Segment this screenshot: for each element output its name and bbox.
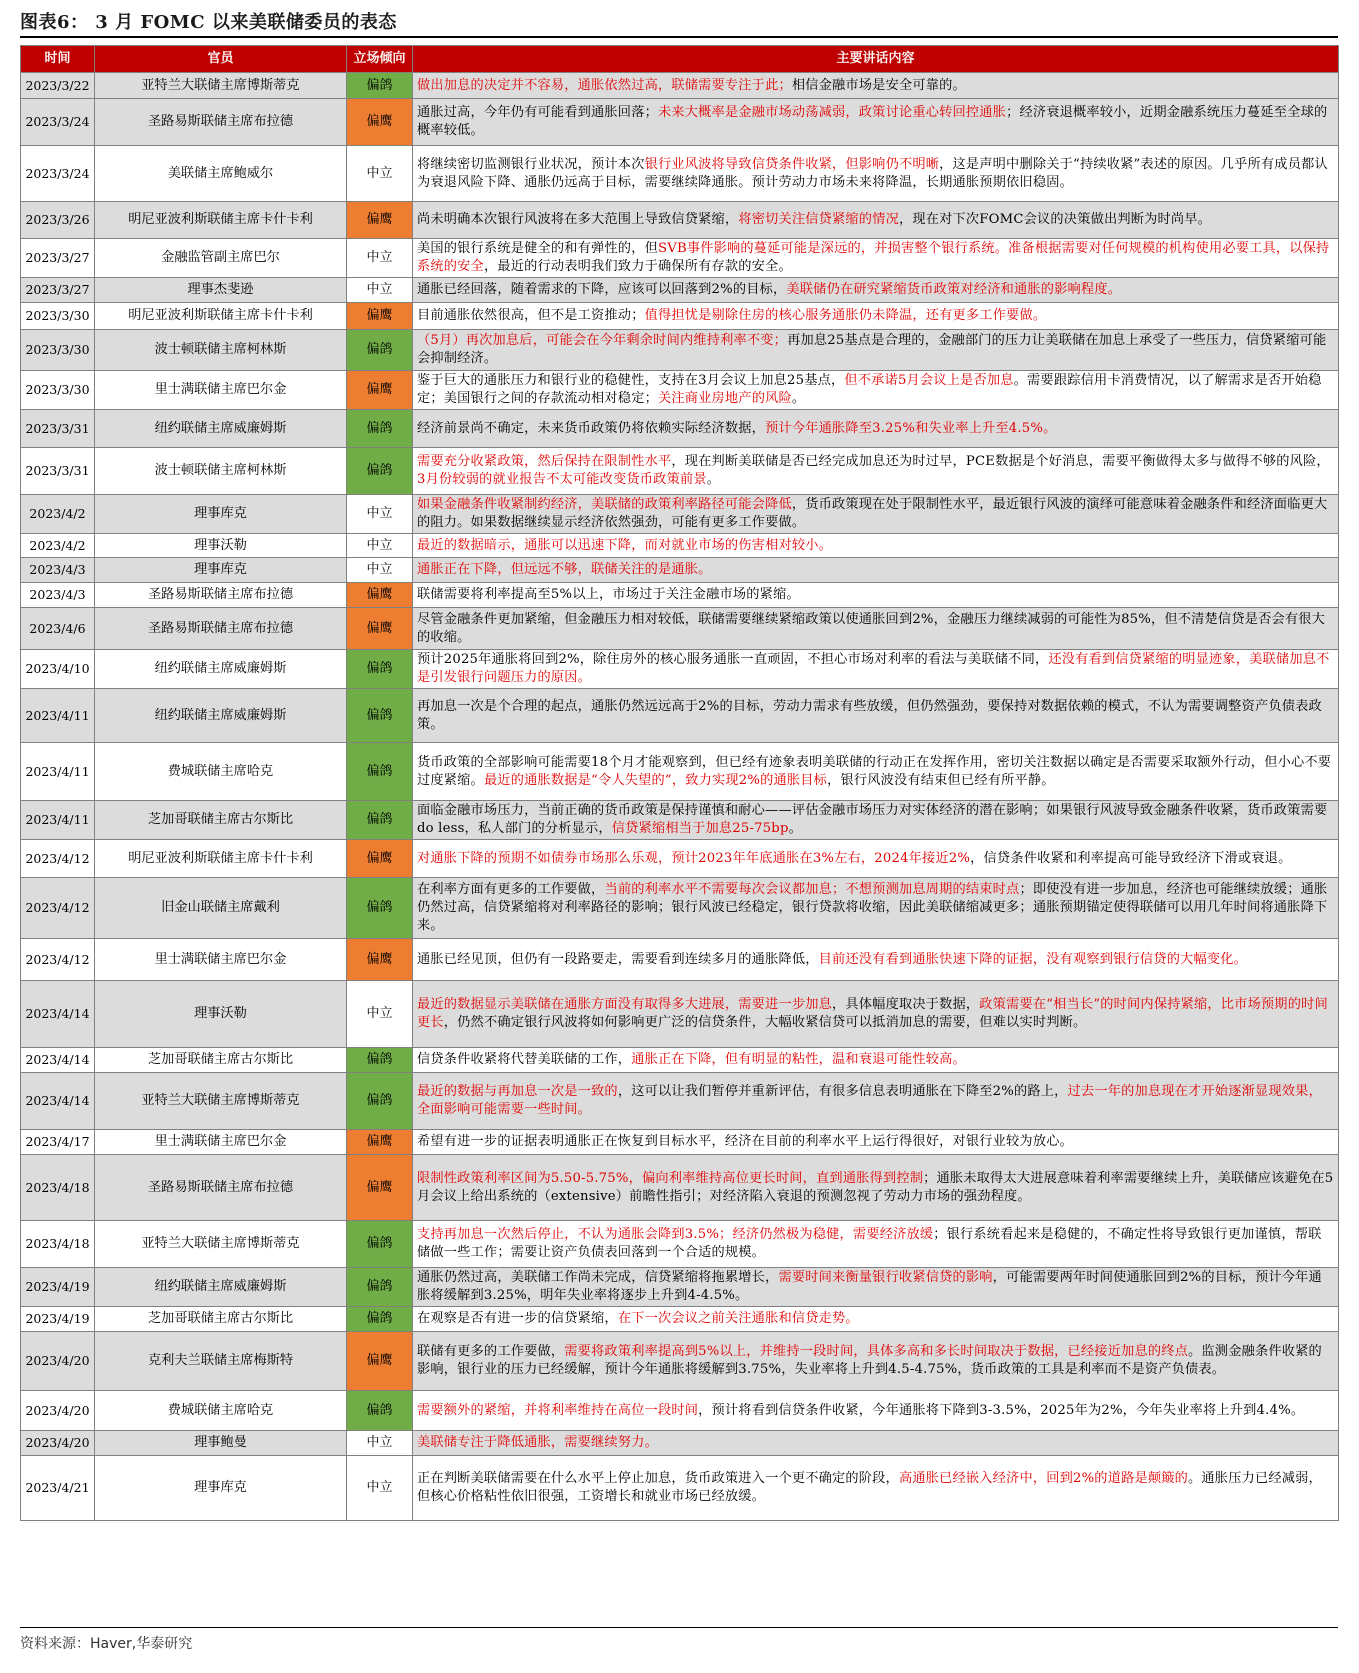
table-row — [21, 1130, 1339, 1155]
header-official: 官员 — [95, 46, 347, 73]
body-text: 再加息一次是个合理的起点，通胀仍然远远高于2%的目标，劳动力需求有些放缓，但仍然强劲，要保持对数据依赖的模式，不认为需要调整资产负债表政策。 — [417, 698, 1322, 732]
table-row — [21, 278, 1339, 303]
body-text: 。需要跟踪信用卡消费情况，以了解需求是否开始稳定；美国银行之间的存款流动相对稳定； — [417, 373, 1322, 406]
cell-date: 2023/4/17 — [21, 1130, 95, 1155]
stance-badge: 偏鹰 — [347, 608, 413, 650]
table-row — [21, 1048, 1339, 1073]
cell-date: 2023/3/27 — [21, 278, 95, 303]
body-text: 正在判断美联储需要在什么水平上停止加息，货币政策进入一个更不确定的阶段， — [417, 1471, 899, 1486]
table-row — [21, 650, 1339, 689]
cell-official: 理事杰斐逊 — [95, 278, 347, 303]
table-row — [21, 410, 1339, 448]
highlight-text: 最近的数据暗示，通胀可以迅速下降，而对就业市场的伤害相对较小。 — [417, 537, 833, 553]
cell-date: 2023/4/2 — [21, 495, 95, 534]
figure-title: 图表6： 3 月 FOMC 以来美联储委员的表态 — [20, 12, 397, 33]
stance-badge: 偏鸽 — [347, 878, 413, 939]
body-text: 尽管金融条件更加紧缩，但金融压力相对较低，联储需要继续紧缩政策以使通胀回到2%，金融压力继续减弱的可能性为85%，但不清楚信贷是否会有很大的收缩。 — [417, 611, 1326, 645]
cell-date: 2023/4/21 — [21, 1456, 95, 1521]
body-text: 通胀已经回落，随着需求的下降，应该可以回落到2%的目标， — [417, 282, 787, 297]
table-row — [21, 448, 1339, 495]
table-row — [21, 534, 1339, 558]
cell-official: 金融监管副主席巴尔 — [95, 239, 347, 278]
body-text: 再加息25基点是合理的，金融部门的压力让美联储在加息上承受了一些压力，信贷紧缩可能会抑制经济。 — [417, 333, 1327, 366]
table-row — [21, 1155, 1339, 1221]
cell-content — [413, 1332, 1339, 1391]
table-row — [21, 1431, 1339, 1456]
cell-official: 圣路易斯联储主席布拉德 — [95, 583, 347, 608]
header-stance: 立场倾向 — [347, 46, 413, 73]
body-text: 鉴于巨大的通胀压力和银行业的稳健性，支持在3月会议上加息25基点， — [417, 373, 845, 388]
cell-official: 理事库克 — [95, 495, 347, 534]
highlight-text: （5月）再次加息后，可能会在今年剩余时间内维持利率不变； — [417, 333, 788, 348]
cell-date: 2023/4/12 — [21, 840, 95, 878]
stance-badge: 偏鸽 — [347, 1048, 413, 1073]
cell-content — [413, 1391, 1339, 1431]
table-row — [21, 202, 1339, 239]
table-row — [21, 239, 1339, 278]
highlight-text: 通胀正在下降，但有明显的粘性，温和衰退可能性较高。 — [631, 1052, 966, 1067]
body-text: 希望有进一步的证据表明通胀正在恢复到目标水平，经济在目前的利率水平上运行得很好，对银行业较为放心。 — [417, 1134, 1073, 1149]
body-text: ，最近的行动表明我们致力于确保所有存款的安全。 — [483, 259, 792, 274]
stance-badge: 偏鹰 — [347, 1155, 413, 1221]
cell-content — [413, 239, 1339, 278]
cell-official: 克利夫兰联储主席梅斯特 — [95, 1332, 347, 1391]
cell-official: 圣路易斯联储主席布拉德 — [95, 608, 347, 650]
cell-content — [413, 939, 1339, 981]
cell-content — [413, 1431, 1339, 1456]
cell-date: 2023/4/11 — [21, 801, 95, 840]
table-row — [21, 371, 1339, 410]
cell-official: 里士满联储主席巴尔金 — [95, 1130, 347, 1155]
highlight-text: 当前的利率水平不需要每次会议都加息；不想预测加息周期的结束时点 — [604, 882, 1020, 897]
cell-date: 2023/4/18 — [21, 1221, 95, 1268]
header-content: 主要讲话内容 — [413, 46, 1339, 73]
body-text: ，货币政策现在处于限制性水平，最近银行风波的演绎可能意味着金融条件和经济面临更大的阻力。如果数据继续显示经济依然强劲，可能有更多工作要做。 — [417, 497, 1328, 530]
cell-official: 理事库克 — [95, 558, 347, 583]
stance-badge: 中立 — [347, 981, 413, 1048]
highlight-text: 支持再加息一次然后停止，不认为通胀会降到3.5%；经济仍然极为稳健，需要经济放缓 — [417, 1227, 934, 1242]
stance-badge: 中立 — [347, 146, 413, 202]
table-row — [21, 801, 1339, 840]
body-text: 将继续密切监测银行业状况，预计本次 — [417, 156, 645, 172]
body-text: ，信贷条件收紧和利率提高可能导致经济下滑或衰退。 — [970, 850, 1292, 866]
body-text: ；银行系统看起来是稳健的，不确定性将导致银行更加谨慎，帮联储做一些工作；需要让资产负债表回落到一个合适的规模。 — [417, 1227, 1322, 1260]
cell-date: 2023/4/12 — [21, 939, 95, 981]
table-row — [21, 495, 1339, 534]
table-row — [21, 1268, 1339, 1307]
cell-content — [413, 410, 1339, 448]
cell-official: 明尼亚波利斯联储主席卡什卡利 — [95, 202, 347, 239]
cell-content — [413, 801, 1339, 840]
table-row — [21, 1332, 1339, 1391]
stance-badge: 中立 — [347, 278, 413, 303]
table-row — [21, 1391, 1339, 1431]
body-text: 尚未明确本次银行风波将在多大范围上导致信贷紧缩， — [417, 212, 739, 227]
stance-badge: 偏鸽 — [347, 330, 413, 371]
highlight-text: 最近的通胀数据是“令人失望的”，致力实现2%的通胀目标 — [483, 772, 828, 788]
table-row — [21, 1221, 1339, 1268]
cell-official: 芝加哥联储主席古尔斯比 — [95, 1307, 347, 1332]
cell-date: 2023/4/10 — [21, 650, 95, 689]
table-row — [21, 1307, 1339, 1332]
stance-badge: 偏鹰 — [347, 371, 413, 410]
table-row — [21, 689, 1339, 743]
stance-badge: 偏鸽 — [347, 801, 413, 840]
highlight-text: 最近的数据与再加息一次是一致的 — [417, 1084, 618, 1099]
cell-official: 芝加哥联储主席古尔斯比 — [95, 1048, 347, 1073]
body-text: ；即使没有进一步加息，经济也可能继续放缓；通胀仍然过高，信贷紧缩将对利率路径的影响；银行风波已经稳定，银行贷款将收缩，因此美联储缩减更多；通胀预期锚定使得联储可以用几年时间将通胀降下来。 — [417, 882, 1328, 933]
body-text: ，仍然不确定银行风波将如何影响更广泛的信贷条件，大幅收紧信贷可以抵消加息的需要，但难以实时判断。 — [443, 1015, 1087, 1030]
cell-content — [413, 448, 1339, 495]
cell-date: 2023/4/20 — [21, 1431, 95, 1456]
body-text: 经济前景尚不确定，未来货币政策仍将依赖实际经济数据， — [417, 420, 766, 436]
stance-badge: 偏鸽 — [347, 410, 413, 448]
cell-date: 2023/4/20 — [21, 1332, 95, 1391]
highlight-text: 限制性政策利率区间为5.50-5.75%，偏向利率维持高位更长时间，直到通胀得到控制 — [417, 1170, 924, 1186]
body-text: ，现在对下次FOMC会议的决策做出判断为时尚早。 — [898, 212, 1212, 227]
table-row — [21, 878, 1339, 939]
cell-official: 芝加哥联储主席古尔斯比 — [95, 801, 347, 840]
body-text: 联储需要将利率提高至5%以上，市场过于关注金融市场的紧缩。 — [417, 587, 800, 602]
cell-content — [413, 278, 1339, 303]
cell-date: 2023/4/18 — [21, 1155, 95, 1221]
stance-badge: 偏鹰 — [347, 840, 413, 878]
cell-official: 纽约联储主席威廉姆斯 — [95, 689, 347, 743]
highlight-text: 高通胀已经嵌入经济中，回到2%的道路是颠簸的 — [898, 1471, 1189, 1486]
body-text: 在利率方面有更多的工作要做， — [417, 882, 605, 897]
table-body — [21, 73, 1339, 1521]
table-row — [21, 558, 1339, 583]
source-note: 资料来源：Haver,华泰研究 — [20, 1636, 193, 1652]
highlight-text: 需要充分收紧政策，然后保持在限制性水平 — [417, 454, 672, 469]
cell-date: 2023/4/14 — [21, 1073, 95, 1130]
cell-date: 2023/3/24 — [21, 146, 95, 202]
cell-content — [413, 1307, 1339, 1332]
cell-date: 2023/3/30 — [21, 371, 95, 410]
stance-badge: 中立 — [347, 1456, 413, 1521]
cell-date: 2023/4/11 — [21, 689, 95, 743]
bottom-rule — [20, 1627, 1338, 1628]
body-text: ；经济衰退概率较小，近期金融系统压力蔓延至全球的概率较低。 — [417, 105, 1328, 138]
body-text: 通胀已经见顶，但仍有一段路要走，需要看到连续多月的通胀降低， — [417, 951, 819, 967]
highlight-text: 需要将政策利率提高到5%以上，并维持一段时间，具体多高和多长时间取决于数据，已经接近加息的终点 — [564, 1344, 1189, 1359]
cell-content — [413, 534, 1339, 558]
highlight-text: 美联储仍在研究紧缩货币政策对经济和通胀的影响程度。 — [786, 282, 1122, 297]
body-text: 。 — [788, 821, 802, 836]
cell-official: 里士满联储主席巴尔金 — [95, 371, 347, 410]
stance-badge: 偏鹰 — [347, 939, 413, 981]
body-text: 。 — [791, 391, 806, 406]
cell-content — [413, 608, 1339, 650]
cell-content — [413, 981, 1339, 1048]
stance-badge: 偏鹰 — [347, 1130, 413, 1155]
cell-date: 2023/3/27 — [21, 239, 95, 278]
cell-official: 纽约联储主席威廉姆斯 — [95, 650, 347, 689]
cell-official: 理事沃勒 — [95, 981, 347, 1048]
cell-date: 2023/3/22 — [21, 73, 95, 99]
cell-content — [413, 99, 1339, 146]
highlight-text: 对通胀下降的预期不如债券市场那么乐观，预计2023年年底通胀在3%左右，2024年接近2% — [417, 850, 971, 866]
highlight-text: 政策需要在“相当长”的时间内保持紧缩，比市场预期的时间更长 — [417, 997, 1328, 1030]
cell-official: 理事沃勒 — [95, 534, 347, 558]
cell-official: 纽约联储主席威廉姆斯 — [95, 410, 347, 448]
table-row — [21, 583, 1339, 608]
highlight-text: 在下一次会议之前关注通胀和信贷走势。 — [617, 1311, 859, 1326]
table-row — [21, 939, 1339, 981]
cell-content — [413, 1221, 1339, 1268]
cell-date: 2023/4/14 — [21, 981, 95, 1048]
body-text: ，这可以让我们暂停并重新评估，有很多信息表明通胀在下降至2%的路上， — [617, 1084, 1068, 1099]
table-row — [21, 73, 1339, 99]
cell-date: 2023/3/31 — [21, 410, 95, 448]
body-text: ，这是声明中删除关于“持续收紧”表述的原因。几乎所有成员都认为衰退风险下降、通胀仍远高于目标，需要继续降通胀。预计劳动力市场未来将降温，长期通胀预期依旧稳固。 — [417, 156, 1328, 190]
body-text: ，现在判断美联储是否已经完成加息还为时过早，PCE数据是个好消息，需要平衡做得太多与做得不够的风险， — [671, 454, 1330, 469]
body-text: 在观察是否有进一步的信贷紧缩， — [417, 1311, 618, 1326]
cell-official: 费城联储主席哈克 — [95, 1391, 347, 1431]
cell-official: 明尼亚波利斯联储主席卡什卡利 — [95, 840, 347, 878]
cell-official: 波士顿联储主席柯林斯 — [95, 330, 347, 371]
cell-official: 费城联储主席哈克 — [95, 743, 347, 801]
table-row — [21, 99, 1339, 146]
highlight-text: 关注商业房地产的风险 — [657, 391, 792, 406]
stance-badge: 中立 — [347, 495, 413, 534]
highlight-text: 如果金融条件收紧制约经济，美联储的政策利率路径可能会降低 — [417, 497, 792, 512]
stance-badge: 中立 — [347, 1431, 413, 1456]
cell-official: 里士满联储主席巴尔金 — [95, 939, 347, 981]
cell-content — [413, 878, 1339, 939]
cell-content — [413, 1048, 1339, 1073]
cell-official: 圣路易斯联储主席布拉德 — [95, 1155, 347, 1221]
body-text: ，具体幅度取决于数据， — [832, 997, 980, 1012]
body-text: 信贷条件收紧将代替美联储的工作， — [417, 1052, 632, 1067]
stance-badge: 中立 — [347, 534, 413, 558]
body-text: 预计2025年通胀将回到2%，除住房外的核心服务通胀一直顽固，不担心市场对利率的看法与美联储不同， — [417, 652, 1049, 667]
cell-official: 明尼亚波利斯联储主席卡什卡利 — [95, 303, 347, 330]
cell-official: 理事库克 — [95, 1456, 347, 1521]
cell-date: 2023/4/14 — [21, 1048, 95, 1073]
cell-content — [413, 1456, 1339, 1521]
body-text: ，预计将看到信贷条件收紧，今年通胀将下降到3-3.5%，2025年为2%，今年失业率将上升到4.4%。 — [698, 1402, 1305, 1418]
cell-content — [413, 73, 1339, 99]
highlight-text: 需要额外的紧缩，并将利率维持在高位一段时间 — [417, 1402, 699, 1418]
body-text: 相信金融市场是安全可靠的。 — [791, 77, 966, 93]
body-text: ，可能需要两年时间使通胀回到2%的目标，预计今年通胀将缓解到3.25%，明年失业率将逐步上升到4-4.5%。 — [417, 1270, 1322, 1303]
stance-badge: 偏鸽 — [347, 1307, 413, 1332]
cell-date: 2023/4/19 — [21, 1307, 95, 1332]
cell-official: 波士顿联储主席柯林斯 — [95, 448, 347, 495]
stance-badge: 中立 — [347, 558, 413, 583]
stance-badge: 偏鹰 — [347, 303, 413, 330]
cell-date: 2023/3/24 — [21, 99, 95, 146]
stance-badge: 偏鹰 — [347, 99, 413, 146]
cell-content — [413, 689, 1339, 743]
body-text: 美国的银行系统是健全的和有弹性的，但 — [417, 241, 658, 256]
table-row — [21, 1073, 1339, 1130]
highlight-text: 值得担忧是剔除住房的核心服务通胀仍未降温，还有更多工作要做。 — [644, 308, 1047, 323]
body-text: 通胀仍然过高，美联储工作尚未完成，信贷紧缩将拖累增长， — [417, 1270, 779, 1285]
cell-date: 2023/4/3 — [21, 558, 95, 583]
highlight-text: 美联储专注于降低通胀，需要继续努力。 — [417, 1435, 658, 1450]
header-row — [21, 46, 1339, 73]
cell-official: 理事鲍曼 — [95, 1431, 347, 1456]
cell-official: 旧金山联储主席戴利 — [95, 878, 347, 939]
stance-badge: 偏鸽 — [347, 1073, 413, 1130]
cell-content — [413, 650, 1339, 689]
cell-official: 亚特兰大联储主席博斯蒂克 — [95, 1073, 347, 1130]
table-row — [21, 981, 1339, 1048]
table-row — [21, 743, 1339, 801]
highlight-text: 还没有看到信贷紧缩的明显迹象，美联储加息不是引发银行问题压力的原因。 — [417, 652, 1330, 685]
body-text: 面临金融市场压力，当前正确的货币政策是保持谨慎和耐心——评估金融市场压力对实体经济的潜在影响；如果银行风波导致金融条件收紧，货币政策需要do less，私人部门的分析显示， — [417, 803, 1328, 836]
cell-official: 亚特兰大联储主席博斯蒂克 — [95, 1221, 347, 1268]
cell-content — [413, 840, 1339, 878]
stance-badge: 偏鸽 — [347, 73, 413, 99]
cell-date: 2023/4/6 — [21, 608, 95, 650]
cell-date: 2023/4/11 — [21, 743, 95, 801]
highlight-text: 过去一年的加息现在才开始逐渐显现效果，全面影响可能需要一些时间。 — [417, 1084, 1322, 1117]
body-text: 联储有更多的工作要做， — [417, 1344, 565, 1359]
stance-badge: 偏鹰 — [347, 1332, 413, 1391]
cell-date: 2023/3/30 — [21, 330, 95, 371]
cell-official: 美联储主席鲍威尔 — [95, 146, 347, 202]
table-row — [21, 608, 1339, 650]
stance-badge: 偏鸽 — [347, 1391, 413, 1431]
highlight-text: 将密切关注信贷紧缩的情况 — [738, 212, 899, 227]
cell-content — [413, 583, 1339, 608]
stance-badge: 中立 — [347, 239, 413, 278]
cell-date: 2023/4/12 — [21, 878, 95, 939]
highlight-text: 目前还没有看到通胀快速下降的证据，没有观察到银行信贷的大幅变化。 — [818, 951, 1248, 967]
cell-content — [413, 202, 1339, 239]
cell-official: 纽约联储主席威廉姆斯 — [95, 1268, 347, 1307]
cell-date: 2023/4/20 — [21, 1391, 95, 1431]
stance-badge: 偏鹰 — [347, 583, 413, 608]
header-date: 时间 — [21, 46, 95, 73]
cell-date: 2023/3/30 — [21, 303, 95, 330]
table-row — [21, 840, 1339, 878]
table-row — [21, 330, 1339, 371]
cell-content — [413, 1130, 1339, 1155]
body-text: ；通胀未取得太大进展意味着利率需要继续上升，美联储应该避免在5月会议上给出系统的（extensive）前瞻性指引；对经济陷入衰退的预测忽视了劳动力市场的强劲程度。 — [417, 1170, 1334, 1204]
highlight-text: 通胀正在下降，但远远不够，联储关注的是通胀。 — [417, 562, 712, 577]
table-row — [21, 1456, 1339, 1521]
highlight-text: 未来大概率是金融市场动荡减弱，政策讨论重心转回控通胀 — [657, 105, 1007, 120]
statements-table — [20, 45, 1339, 1521]
cell-content — [413, 371, 1339, 410]
cell-content — [413, 330, 1339, 371]
body-text: 。监测金融条件收紧的影响，银行业的压力已经缓解，预计今年通胀将缓解到3.75%，失业率将上升到4.5-4.75%，货币政策的工具是利率而不是资产负债表。 — [417, 1344, 1322, 1377]
cell-content — [413, 1073, 1339, 1130]
highlight-text: SVB事件影响的蔓延可能是深远的，并损害整个银行系统。准备根据需要对任何规模的机构使用必要工具，以保持系统的安全 — [417, 241, 1330, 274]
cell-date: 2023/4/19 — [21, 1268, 95, 1307]
highlight-text: 但不承诺5月会议上是否加息 — [844, 373, 1014, 388]
body-text: 通胀过高，今年仍有可能看到通胀回落； — [417, 105, 658, 120]
cell-content — [413, 1268, 1339, 1307]
highlight-text: 做出加息的决定并不容易，通胀依然过高，联储需要专注于此； — [417, 77, 792, 93]
highlight-text: 信贷紧缩相当于加息25-75bp — [611, 821, 789, 836]
stance-badge: 偏鹰 — [347, 202, 413, 239]
cell-content — [413, 303, 1339, 330]
cell-content — [413, 495, 1339, 534]
highlight-text: 3月份较弱的就业报告不太可能改变货币政策前景 — [417, 472, 707, 487]
body-text: ，银行风波没有结束但已经有所平静。 — [827, 772, 1055, 788]
highlight-text: 预计今年通胀降至3.25%和失业率上升至4.5%。 — [765, 420, 1057, 436]
stance-badge: 偏鸽 — [347, 689, 413, 743]
stance-badge: 偏鸽 — [347, 1268, 413, 1307]
body-text: 货币政策的全部影响可能需要18个月才能观察到，但已经有迹象表明美联储的行动正在发挥作用，密切关注数据以确定是否需要采取额外行动，但小心不要过度紧缩。 — [417, 754, 1332, 788]
highlight-text: 需要时间来衡量银行收紧信贷的影响 — [778, 1270, 993, 1285]
title-rule — [20, 36, 1338, 38]
table-row — [21, 146, 1339, 202]
body-text: 。 — [706, 472, 721, 487]
cell-date: 2023/4/3 — [21, 583, 95, 608]
cell-content — [413, 558, 1339, 583]
cell-content — [413, 1155, 1339, 1221]
body-text: 目前通胀依然很高，但不是工资推动； — [417, 308, 645, 323]
stance-badge: 偏鸽 — [347, 650, 413, 689]
table-row — [21, 303, 1339, 330]
highlight-text: 最近的数据显示美联储在通胀方面没有取得多大进展，需要进一步加息 — [417, 997, 833, 1012]
cell-content — [413, 146, 1339, 202]
cell-date: 2023/4/2 — [21, 534, 95, 558]
cell-official: 圣路易斯联储主席布拉德 — [95, 99, 347, 146]
cell-date: 2023/3/31 — [21, 448, 95, 495]
cell-content — [413, 743, 1339, 801]
highlight-text: 银行业风波将导致信贷条件收紧，但影响仍不明晰 — [644, 156, 940, 172]
stance-badge: 偏鸽 — [347, 448, 413, 495]
stance-badge: 偏鸽 — [347, 743, 413, 801]
cell-date: 2023/3/26 — [21, 202, 95, 239]
body-text: 。通胀压力已经减弱，但核心价格粘性依旧很强，工资增长和就业市场已经放缓。 — [417, 1471, 1322, 1504]
cell-official: 亚特兰大联储主席博斯蒂克 — [95, 73, 347, 99]
stance-badge: 偏鸽 — [347, 1221, 413, 1268]
